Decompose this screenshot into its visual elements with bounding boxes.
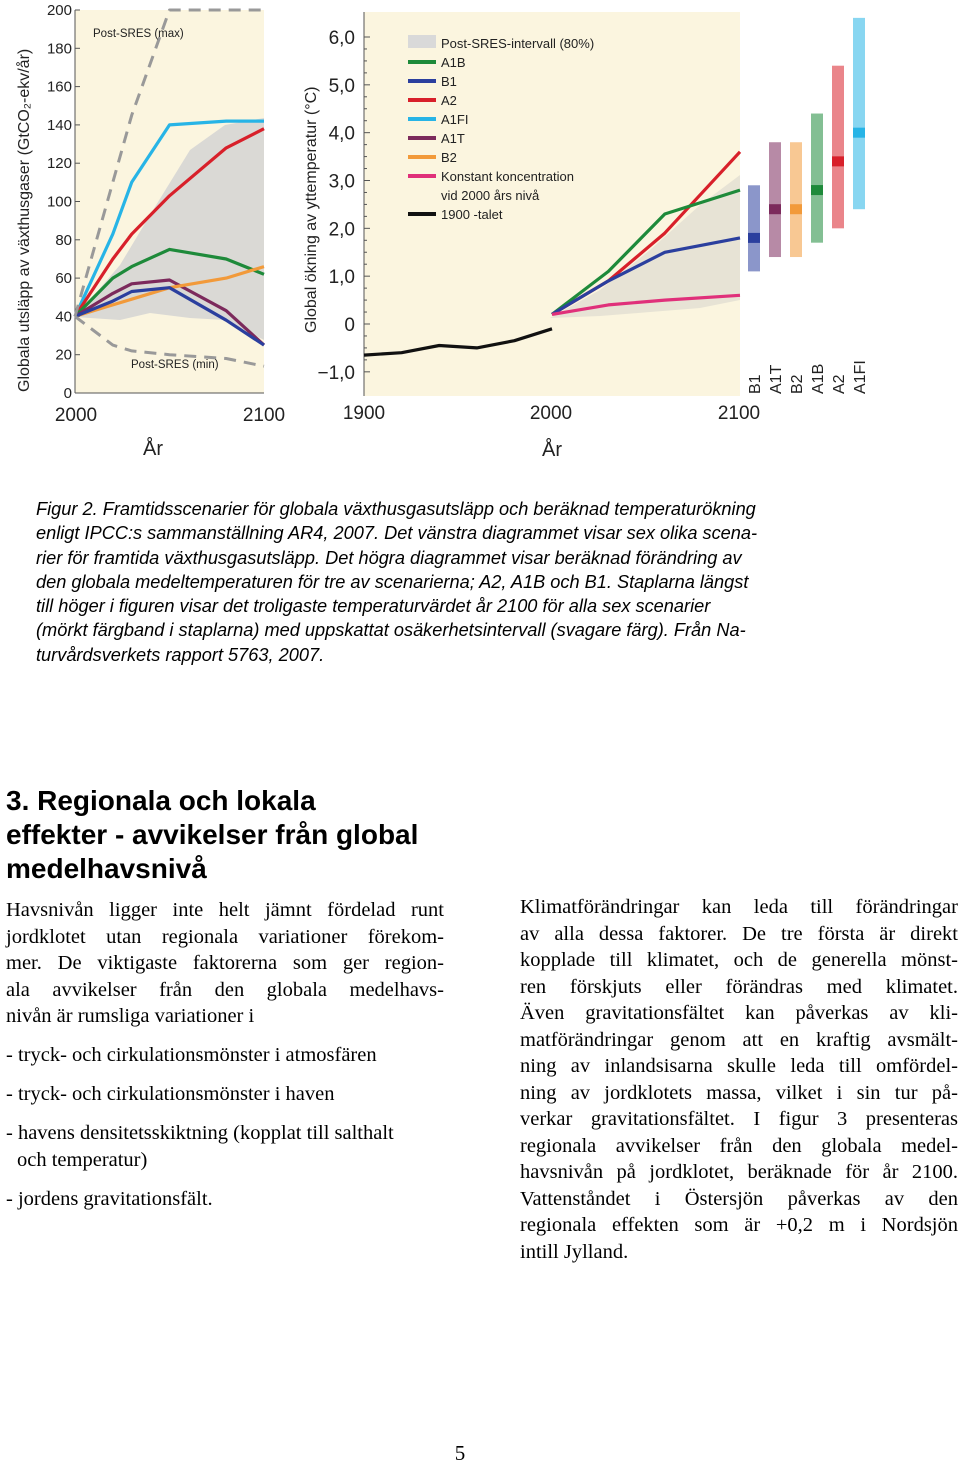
temperature-y-tick-label: 6,0 <box>328 28 355 49</box>
paragraph-line: regionala avvikelser från den globala medel- <box>520 1134 958 1157</box>
legend-label: B2 <box>441 150 457 165</box>
bullet-item: - tryck- och cirkulationsmönster i haven <box>6 1083 335 1105</box>
emissions-y-tick-label: 140 <box>46 116 72 134</box>
caption-line: rier för framtida växthusgasutsläpp. Det högra diagrammet visar beräknad förändring av <box>36 547 742 568</box>
figure-caption <box>36 497 870 667</box>
legend-label: A1FI <box>441 112 469 127</box>
scenario-best-estimate-b2 <box>790 204 802 214</box>
scenario-bar-b2 <box>790 142 802 257</box>
emissions-x-tick-2100: 2100 <box>242 405 286 426</box>
scenario-best-estimate-b1 <box>748 233 760 243</box>
legend-label: A1B <box>441 55 466 70</box>
temperature-y-tick-label: 3,0 <box>328 171 355 193</box>
post-sres-min-label: Post-SRES (min) <box>131 359 219 371</box>
emissions-x-axis-label: År <box>143 438 163 460</box>
emissions-y-tick-label: 160 <box>46 78 72 96</box>
heading-line: medelhavsnivå <box>6 853 207 884</box>
emissions-y-tick-label: 80 <box>55 231 72 249</box>
post-sres-max-label: Post-SRES (max) <box>93 28 184 40</box>
paragraph-line: jordklotet utan regionala variationer förekom- <box>6 925 444 948</box>
temperature-y-tick-label: 5,0 <box>328 75 355 97</box>
scenario-bar-label: A1B <box>810 363 827 394</box>
bullet-item: - tryck- och cirkulationsmönster i atmosfären <box>6 1044 377 1066</box>
emissions-x-tick-2000: 2000 <box>54 405 98 426</box>
emissions-y-tick-label: 60 <box>55 270 72 288</box>
paragraph-line: ala avvikelser från den globala medelhavs- <box>6 978 444 1001</box>
paragraph-line: verkar gravitationsfältet. I figur 3 presenteras <box>520 1108 958 1130</box>
emissions-y-tick-label: 40 <box>55 308 72 326</box>
temperature-y-axis-label: Global ökning av yttemperatur (°C) <box>303 86 320 333</box>
scenario-best-estimate-a1fi <box>853 128 865 138</box>
bullet-item: - havens densitetsskiktning (kopplat till salthalt <box>6 1122 394 1144</box>
scenario-bar-label: A1FI <box>852 360 869 394</box>
scenario-bar-b1 <box>748 185 760 271</box>
emissions-y-tick-label: 20 <box>55 346 72 364</box>
paragraph-line: nivån är rumsliga variationer i <box>6 1005 255 1027</box>
temperature-y-ticks <box>317 28 370 384</box>
right-column <box>520 894 958 1265</box>
paragraph-line: kopplade till klimatet, och de generella mönst- <box>520 949 958 971</box>
bullet-item: - jordens gravitationsfält. <box>6 1187 213 1210</box>
temperature-x-tick-2100: 2100 <box>717 403 761 424</box>
heading-line: effekter - avvikelser från global <box>6 819 419 850</box>
legend-swatch <box>408 35 436 48</box>
emissions-y-tick-label: 200 <box>46 2 72 19</box>
legend-label: A2 <box>441 93 457 108</box>
emissions-chart <box>15 2 285 460</box>
scenario-bar-a1fi <box>853 18 865 209</box>
section-heading <box>6 784 476 886</box>
temperature-x-tick-1900: 1900 <box>342 403 386 424</box>
emissions-y-tick-label: 120 <box>46 155 72 173</box>
paragraph-line: Vattenståndet i Östersjön påverkas av den <box>520 1187 958 1210</box>
temperature-x-axis-label: År <box>542 439 562 461</box>
scenario-bar-a1t <box>769 142 781 257</box>
scenario-best-estimate-a2 <box>832 156 844 166</box>
page-number: 5 <box>454 1441 466 1465</box>
legend-label: Konstant koncentration <box>441 169 574 184</box>
legend-label: Post-SRES-intervall (80%) <box>441 36 595 51</box>
scenario-bar-label: B2 <box>789 374 806 394</box>
caption-line: turvårdsverkets rapport 5763, 2007. <box>36 644 325 665</box>
emissions-y-axis-label: Globala utsläpp av växthusgaser (GtCO₂-ekv/år) <box>16 48 33 392</box>
caption-line: Figur 2. Framtidsscenarier för globala växthusgasutsläpp och beräknad temperaturökning <box>36 499 756 519</box>
paragraph-line: ren förskjuts eller förändras med klimatet. <box>520 975 958 998</box>
legend-label: vid 2000 års nivå <box>441 188 540 203</box>
paragraph-line: havsnivån på jordklotet, beräknade för år 2100. <box>520 1161 958 1183</box>
paragraph-line: mer. De viktigaste faktorerna som ger region- <box>6 952 444 974</box>
emissions-y-tick-label: 0 <box>63 385 72 402</box>
temperature-y-tick-label: 2,0 <box>328 219 355 241</box>
legend-label: A1T <box>441 131 465 146</box>
temperature-chart <box>303 12 869 461</box>
caption-line: (mörkt färgband i staplarna) med uppskattat osäkerhetsintervall (svagare färg). Från Na- <box>36 620 746 641</box>
paragraph-line: intill Jylland. <box>520 1240 629 1263</box>
temperature-y-tick-label: 1,0 <box>328 267 355 289</box>
emissions-y-tick-label: 180 <box>46 40 72 58</box>
legend-label: B1 <box>441 74 457 89</box>
ipcc-figure <box>0 0 960 470</box>
paragraph-line: ning av inlandsisarna skulle leda till omfördel- <box>520 1055 958 1077</box>
paragraph-line: av alla dessa faktorer. De tre första är direkt <box>520 922 958 945</box>
paragraph-line: matförändringar genom att en kraftig avsmält- <box>520 1028 958 1051</box>
legend-label: 1900 -talet <box>441 207 503 222</box>
left-column <box>6 897 444 1212</box>
paragraph-line: Klimatförändringar kan leda till förändringar <box>520 896 958 918</box>
temperature-plot-area <box>364 12 740 396</box>
bullet-item-continuation: och temperatur) <box>17 1148 148 1171</box>
scenario-bar-a2 <box>832 66 844 229</box>
temperature-y-tick-label: −1,0 <box>317 362 355 384</box>
temperature-y-tick-label: 0 <box>344 315 355 336</box>
heading-line: 3. Regionala och lokala <box>6 785 316 816</box>
scenario-bar-label: A1T <box>768 364 785 394</box>
temperature-x-tick-2000: 2000 <box>529 403 573 424</box>
temperature-y-tick-label: 4,0 <box>328 123 355 145</box>
paragraph-line: Även gravitationsfältet kan påverkas av kli- <box>520 1002 958 1024</box>
scenario-best-estimate-a1t <box>769 204 781 214</box>
paragraph-line: Havsnivån ligger inte helt jämnt fördelad runt <box>6 899 444 921</box>
paragraph-line: ning av jordklotets massa, vilket i sin tur på- <box>520 1081 958 1104</box>
caption-line: till höger i figuren visar det troligaste temperaturvärdet år 2100 för alla sex scenarier <box>36 596 711 617</box>
paragraph-line: regionala effekten som är +0,2 m i Nordsjön <box>520 1214 958 1236</box>
scenario-bar-label: B1 <box>747 374 764 394</box>
caption-line: den globala medeltemperaturen för tre av scenarierna; A2, A1B och B1. Staplarna längst <box>36 571 749 592</box>
emissions-y-tick-label: 100 <box>46 193 72 211</box>
scenario-bar-label: A2 <box>831 374 848 394</box>
caption-line: enligt IPCC:s sammanställning AR4, 2007. Det vänstra diagrammet visar sex olika scena- <box>36 523 758 544</box>
scenario-best-estimate-a1b <box>811 185 823 195</box>
scenario-bar-a1b <box>811 114 823 243</box>
